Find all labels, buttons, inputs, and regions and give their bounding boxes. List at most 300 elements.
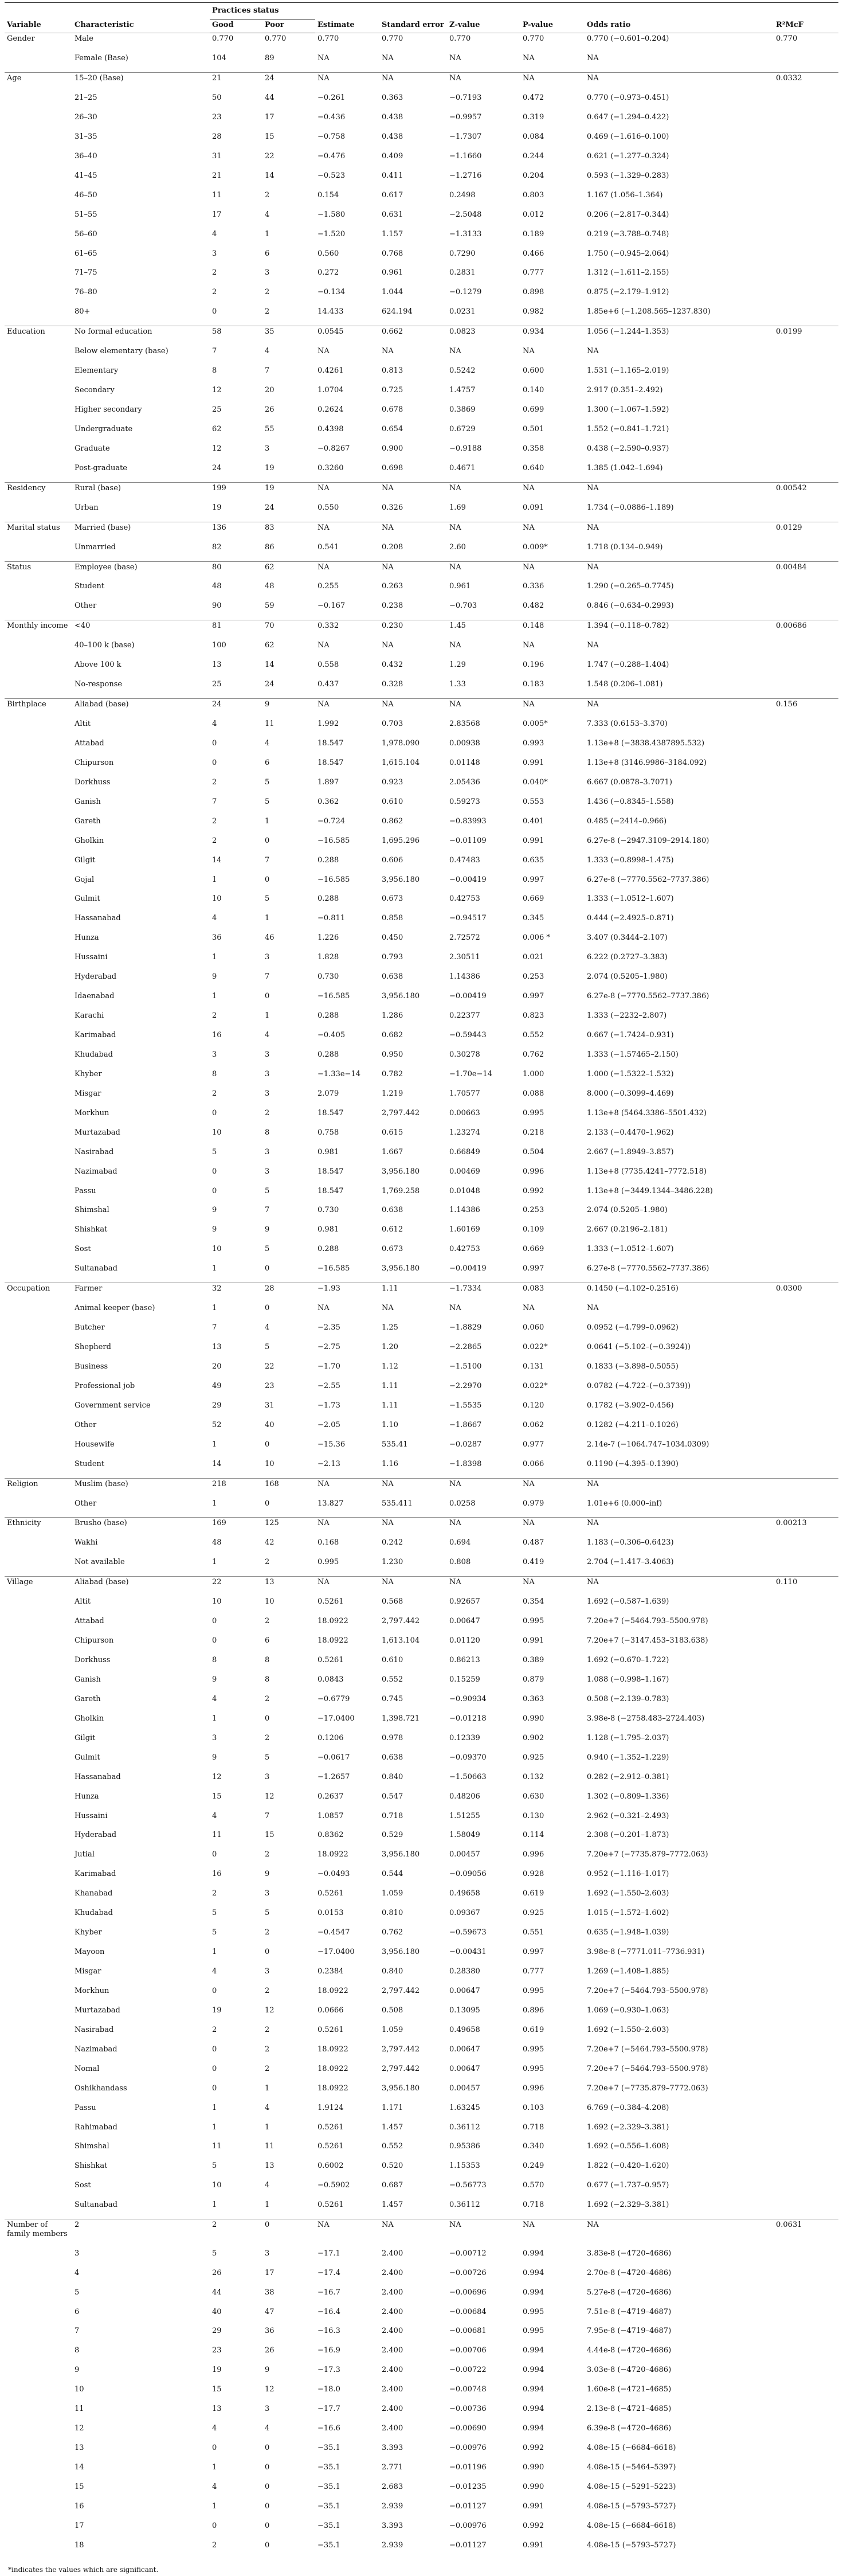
cell-good: 4: [212, 1811, 217, 1820]
cell-p-value: 0.896: [523, 2006, 544, 2015]
cell-p-value: 0.148: [520, 620, 585, 640]
cell-r2: [774, 757, 838, 777]
cell-poor: 5: [265, 1343, 270, 1351]
cell-poor: 19: [265, 463, 275, 472]
table-row: [5, 1069, 838, 1088]
cell-poor: 83: [262, 522, 315, 541]
cell-estimate: −0.4547: [317, 1928, 350, 1937]
cell-characteristic: Hunza: [75, 1792, 99, 1801]
cell-characteristic: Higher secondary: [75, 405, 142, 414]
table-row: [5, 92, 838, 112]
cell-z-value: 0.808: [449, 1558, 471, 1567]
cell-r2: [774, 2044, 838, 2063]
cell-p-value: 0.009*: [523, 542, 548, 552]
cell-r2: 0.0129: [774, 522, 838, 541]
cell-characteristic: 2: [72, 2219, 210, 2248]
cell-p-value: 0.140: [523, 386, 544, 395]
cell-r2: [774, 1400, 838, 1420]
cell-p-value: 0.482: [523, 601, 544, 611]
cell-standard-error: 0.687: [382, 2181, 403, 2190]
cell-z-value: −0.00976: [449, 2444, 487, 2453]
cell-poor: 0: [265, 1714, 270, 1723]
cell-p-value: 0.635: [523, 855, 544, 865]
cell-p-value: 0.902: [523, 1733, 544, 1742]
cell-good: 0: [212, 738, 217, 748]
cell-standard-error: 0.725: [382, 386, 403, 395]
cell-poor: 1: [265, 2200, 270, 2210]
cell-good: 19: [212, 503, 222, 512]
cell-z-value: 0.01148: [449, 758, 480, 767]
cell-p-value: 0.996: [523, 1167, 544, 1176]
cell-good: 81: [210, 620, 262, 640]
cell-standard-error: 0.770: [379, 33, 447, 53]
table-row: [5, 1557, 838, 1576]
cell-good: 2: [212, 836, 217, 845]
cell-estimate: 0.2637: [317, 1792, 344, 1801]
cell-poor: 2: [265, 1733, 270, 1742]
table-row: [5, 287, 838, 306]
cell-characteristic: 18: [75, 2540, 84, 2550]
cell-estimate: −0.523: [317, 171, 346, 180]
cell-r2: [774, 404, 838, 424]
cell-standard-error: 0.520: [382, 2161, 403, 2171]
table-row: [5, 600, 838, 620]
cell-variable: [5, 346, 72, 365]
cell-standard-error: 0.793: [382, 953, 403, 962]
cell-z-value: −1.1660: [449, 151, 482, 161]
cell-p-value: 0.995: [523, 2064, 544, 2073]
cell-characteristic: Karimabad: [75, 1031, 116, 1039]
cell-z-value: −1.8667: [449, 1420, 482, 1429]
cell-characteristic: 6: [75, 2307, 80, 2316]
cell-r2: [774, 1030, 838, 1049]
cell-odds-ratio: 1.333 (−1.0512–1.607): [587, 894, 674, 904]
cell-variable: [5, 913, 72, 932]
cell-variable: [5, 659, 72, 679]
cell-variable: [5, 777, 72, 796]
cell-poor: 12: [265, 2006, 275, 2015]
cell-odds-ratio: 1.85e+6 (−1.208.565–1237.830): [587, 307, 711, 316]
cell-p-value: 0.553: [523, 797, 544, 806]
cell-standard-error: NA: [382, 1304, 394, 1313]
cell-variable: [5, 1596, 72, 1616]
cell-r2: [774, 1966, 838, 1985]
cell-poor: 12: [265, 2385, 275, 2394]
cell-good: 1: [212, 1264, 217, 1273]
cell-odds-ratio: 4.08e-15 (−5464–5397): [587, 2463, 676, 2472]
cell-r2: [774, 424, 838, 443]
cell-poor: 0: [265, 875, 270, 884]
cell-variable: [5, 1985, 72, 2005]
cell-characteristic: Nazimabad: [75, 1167, 117, 1176]
cell-poor: 44: [265, 93, 275, 102]
cell-variable: [5, 971, 72, 991]
header-standard-error: Standard error: [379, 3, 447, 33]
cell-p-value: 0.997: [523, 1264, 544, 1273]
cell-z-value: −0.00976: [449, 2521, 487, 2530]
cell-estimate: 0.730: [317, 1206, 339, 1215]
cell-z-value: −0.00419: [449, 1264, 487, 1273]
cell-estimate: NA: [315, 2219, 379, 2248]
table-row: [5, 267, 838, 287]
cell-p-value: 0.600: [523, 366, 544, 376]
cell-standard-error: 535.411: [382, 1499, 413, 1508]
cell-p-value: 0.022*: [523, 1381, 548, 1390]
cell-good: 2: [210, 2219, 262, 2248]
table-row: [5, 1927, 838, 1946]
cell-r2: 0.110: [774, 1577, 838, 1596]
header-variable: Variable: [5, 3, 72, 33]
cell-r2: [774, 170, 838, 190]
cell-variable: [5, 385, 72, 404]
cell-p-value: 0.669: [523, 894, 544, 904]
cell-good: 17: [212, 210, 222, 219]
cell-variable: Education: [5, 326, 72, 346]
cell-poor: 3: [265, 1967, 270, 1976]
cell-z-value: 1.51255: [449, 1811, 480, 1820]
cell-estimate: −0.0493: [317, 1870, 350, 1879]
cell-standard-error: 0.950: [382, 1050, 403, 1059]
cell-characteristic: Student: [75, 1459, 105, 1468]
cell-good: 1: [212, 2122, 217, 2132]
cell-poor: 2: [265, 1558, 270, 1567]
cell-standard-error: 0.762: [382, 1928, 403, 1937]
cell-odds-ratio: 1.015 (−1.572–1.602): [587, 1909, 669, 1918]
cell-good: 1: [212, 1948, 217, 1957]
cell-characteristic: 61–65: [75, 249, 97, 258]
table-row: [5, 1224, 838, 1244]
cell-poor: 3: [265, 268, 270, 277]
cell-estimate: NA: [317, 347, 330, 356]
cell-estimate: 0.5261: [317, 2025, 344, 2034]
cell-p-value: NA: [520, 1518, 585, 1537]
table-row: [5, 1030, 838, 1049]
cell-variable: [5, 874, 72, 894]
cell-poor: 23: [265, 1381, 275, 1390]
cell-r2: [774, 2248, 838, 2268]
cell-r2: [774, 2423, 838, 2442]
cell-odds-ratio: 2.917 (0.351–2.492): [587, 386, 663, 395]
table-row: [5, 229, 838, 248]
cell-r2: 0.0332: [774, 73, 838, 92]
cell-z-value: −0.00419: [449, 875, 487, 884]
cell-z-value: 1.70577: [449, 1089, 480, 1098]
cell-standard-error: 0.678: [382, 405, 403, 414]
cell-good: 1: [212, 1714, 217, 1723]
cell-characteristic: 40–100 k (base): [75, 641, 135, 650]
table-row: [5, 482, 838, 502]
table-row: [5, 640, 838, 659]
cell-estimate: −15.36: [317, 1440, 346, 1449]
cell-variable: [5, 2044, 72, 2063]
cell-p-value: 0.218: [523, 1128, 544, 1137]
cell-p-value: 0.994: [523, 2268, 544, 2277]
cell-z-value: −0.01235: [449, 2482, 487, 2491]
cell-standard-error: 0.208: [382, 542, 403, 552]
cell-poor: 5: [265, 797, 270, 806]
cell-variable: [5, 1088, 72, 1108]
cell-odds-ratio: 1.548 (0.206–1.081): [587, 680, 663, 689]
cell-r2: [774, 2442, 838, 2462]
cell-characteristic: Housewife: [75, 1440, 115, 1449]
cell-estimate: 0.8362: [317, 1831, 344, 1840]
cell-z-value: −0.09056: [449, 1870, 487, 1879]
cell-z-value: 1.15353: [449, 2161, 480, 2171]
cell-poor: 4: [265, 347, 270, 356]
cell-variable: [5, 1557, 72, 1576]
cell-characteristic: Khudabad: [75, 1050, 113, 1059]
cell-poor: 2: [265, 1694, 270, 1703]
cell-good: 2: [212, 777, 217, 787]
cell-poor: 2: [265, 307, 270, 316]
cell-r2: [774, 1147, 838, 1166]
cell-good: 1: [212, 2200, 217, 2210]
cell-z-value: −0.00712: [449, 2249, 487, 2258]
cell-odds-ratio: 1.312 (−1.611–2.155): [587, 268, 669, 277]
cell-estimate: 18.547: [317, 738, 344, 748]
cell-odds-ratio: 3.98e-8 (−7771.011–7736.931): [587, 1948, 705, 1957]
cell-p-value: 0.619: [523, 2025, 544, 2034]
cell-odds-ratio: 1.13e+8 (−3449.1344–3486.228): [587, 1186, 713, 1195]
cell-good: 32: [210, 1283, 262, 1303]
cell-characteristic: 41–45: [75, 171, 97, 180]
cell-odds-ratio: 1.718 (0.134–0.949): [587, 542, 663, 552]
cell-standard-error: 2.400: [382, 2249, 403, 2258]
cell-poor: 8: [265, 1128, 270, 1137]
cell-z-value: 0.2498: [449, 190, 476, 200]
cell-p-value: 0.253: [523, 1206, 544, 1215]
cell-poor: 3: [265, 2405, 270, 2414]
header-p-value: P-value: [520, 3, 585, 33]
cell-variable: [5, 112, 72, 131]
cell-p-value: 0.244: [523, 151, 544, 161]
cell-p-value: 0.997: [523, 1948, 544, 1957]
cell-r2: [774, 738, 838, 757]
cell-p-value: 0.994: [523, 2424, 544, 2433]
cell-characteristic: 31–35: [75, 132, 97, 141]
cell-good: 0: [212, 1850, 217, 1859]
cell-z-value: −0.9957: [449, 112, 482, 122]
cell-characteristic: Murtazabad: [75, 2006, 120, 2015]
cell-standard-error: NA: [379, 522, 447, 541]
cell-odds-ratio: 1.269 (−1.408–1.885): [587, 1967, 669, 1976]
cell-odds-ratio: 1.734 (−0.0886–1.189): [587, 503, 674, 512]
table-row: [5, 2083, 838, 2102]
cell-estimate: 18.0922: [317, 2084, 348, 2093]
cell-good: 0: [212, 2444, 217, 2453]
cell-r2: [774, 2122, 838, 2141]
cell-characteristic: Muslim (base): [72, 1478, 210, 1498]
cell-characteristic: Below elementary (base): [75, 347, 168, 356]
cell-p-value: NA: [520, 1478, 585, 1498]
cell-poor: 62: [262, 561, 315, 581]
cell-r2: [774, 1907, 838, 1927]
cell-estimate: −1.2657: [317, 1772, 350, 1781]
cell-r2: 0.0199: [774, 326, 838, 346]
cell-characteristic: Gholkin: [75, 836, 104, 845]
cell-estimate: 18.0922: [317, 1850, 348, 1859]
cell-good: 218: [210, 1478, 262, 1498]
cell-characteristic: Aliabad (base): [72, 1577, 210, 1596]
cell-z-value: −0.01196: [449, 2463, 487, 2472]
table-row: [5, 2102, 838, 2122]
cell-z-value: 1.23274: [449, 1128, 480, 1137]
cell-variable: Occupation: [5, 1283, 72, 1303]
cell-z-value: 1.58049: [449, 1831, 480, 1840]
cell-odds-ratio: 0.593 (−1.329–0.283): [587, 171, 669, 180]
cell-p-value: 0.504: [523, 1147, 544, 1156]
cell-good: 8: [212, 366, 217, 376]
cell-poor: 0: [265, 2482, 270, 2491]
cell-estimate: 0.560: [317, 249, 339, 258]
table-row: [5, 1166, 838, 1186]
cell-standard-error: 3,956.180: [382, 1264, 420, 1273]
cell-variable: [5, 1030, 72, 1049]
cell-good: 136: [210, 522, 262, 541]
cell-poor: 14: [265, 660, 275, 670]
cell-z-value: −1.8829: [449, 1323, 482, 1332]
table-row: [5, 1049, 838, 1069]
cell-odds-ratio: 1.692 (−0.670–1.722): [587, 1656, 669, 1664]
cell-z-value: −1.2716: [449, 171, 482, 180]
cell-poor: 20: [265, 386, 275, 395]
cell-good: 10: [212, 2181, 222, 2190]
cell-poor: 1: [265, 2084, 270, 2093]
cell-r2: [774, 190, 838, 209]
cell-z-value: −0.01109: [449, 836, 487, 845]
table-row: [5, 2268, 838, 2287]
table-row: [5, 385, 838, 404]
cell-estimate: −2.05: [317, 1420, 340, 1429]
cell-variable: [5, 1713, 72, 1733]
cell-r2: [774, 1635, 838, 1655]
cell-standard-error: 0.432: [382, 660, 403, 670]
cell-variable: [5, 1927, 72, 1946]
cell-estimate: 2.079: [317, 1089, 339, 1098]
cell-p-value: 0.669: [523, 1245, 544, 1254]
cell-standard-error: 1.171: [382, 2103, 403, 2112]
cell-standard-error: 0.438: [382, 112, 403, 122]
cell-estimate: NA: [315, 1577, 379, 1596]
cell-z-value: −0.703: [449, 601, 477, 611]
cell-estimate: −0.436: [317, 112, 346, 122]
cell-variable: [5, 1869, 72, 1888]
cell-odds-ratio: 0.469 (−1.616–0.100): [587, 132, 669, 141]
cell-poor: 1: [265, 816, 270, 826]
cell-good: 9: [212, 1206, 217, 1215]
cell-p-value: 0.354: [523, 1597, 544, 1606]
cell-z-value: −0.83993: [449, 816, 487, 826]
cell-poor: 3: [265, 444, 270, 453]
cell-p-value: 0.994: [523, 2385, 544, 2394]
cell-variable: [5, 2384, 72, 2403]
cell-p-value: 0.040*: [523, 777, 548, 787]
cell-variable: [5, 893, 72, 913]
cell-variable: [5, 190, 72, 209]
cell-poor: 13: [262, 1577, 315, 1596]
cell-estimate: −16.4: [317, 2307, 340, 2316]
cell-variable: [5, 2122, 72, 2141]
cell-characteristic: <40: [72, 620, 210, 640]
cell-r2: [774, 991, 838, 1010]
cell-standard-error: 1.219: [382, 1089, 403, 1098]
cell-characteristic: Elementary: [75, 366, 119, 376]
cell-good: 100: [212, 641, 226, 650]
cell-poor: 2: [265, 2064, 270, 2073]
cell-odds-ratio: 6.39e-8 (−4720–4686): [587, 2424, 672, 2433]
table-row: [5, 1244, 838, 1263]
cell-estimate: −0.758: [317, 132, 346, 141]
cell-characteristic: 14: [75, 2463, 84, 2472]
cell-r2: [774, 1322, 838, 1342]
cell-standard-error: 1.059: [382, 2025, 403, 2034]
cell-odds-ratio: 1.000 (−1.5322–1.532): [587, 1069, 674, 1078]
cell-odds-ratio: 7.20e+7 (−5464.793–5500.978): [587, 1617, 708, 1626]
cell-variable: [5, 1381, 72, 1400]
cell-z-value: 0.36112: [449, 2200, 480, 2210]
cell-z-value: 0.92657: [449, 1597, 480, 1606]
cell-estimate: −0.0617: [317, 1753, 350, 1762]
cell-r2: [774, 1849, 838, 1869]
cell-poor: 3: [265, 1167, 270, 1176]
cell-standard-error: NA: [382, 641, 394, 650]
table-row: [5, 1713, 838, 1733]
cell-characteristic: Morkhun: [75, 1986, 109, 1995]
cell-good: 3: [212, 1050, 217, 1059]
cell-characteristic: Above 100 k: [75, 660, 121, 670]
cell-p-value: 0.991: [523, 758, 544, 767]
cell-z-value: 0.59273: [449, 797, 480, 806]
cell-estimate: 0.0153: [317, 1909, 344, 1918]
cell-standard-error: 3,956.180: [382, 1948, 420, 1957]
cell-poor: 24: [262, 73, 315, 92]
cell-standard-error: 0.682: [382, 1031, 403, 1039]
cell-variable: [5, 2325, 72, 2345]
cell-p-value: 0.130: [523, 1811, 544, 1820]
cell-poor: 86: [265, 542, 275, 552]
cell-z-value: NA: [449, 1304, 461, 1313]
cell-good: 11: [212, 1831, 222, 1840]
cell-good: 1: [212, 992, 217, 1001]
cell-characteristic: 26–30: [75, 112, 97, 122]
cell-p-value: 0.934: [520, 326, 585, 346]
cell-poor: 2: [265, 288, 270, 297]
cell-p-value: 0.979: [523, 1499, 544, 1508]
cell-odds-ratio: NA: [585, 1518, 774, 1537]
table-row: [5, 2160, 838, 2180]
cell-p-value: 0.928: [523, 1870, 544, 1879]
cell-estimate: NA: [317, 1304, 330, 1313]
cell-estimate: 0.0666: [317, 2006, 344, 2015]
header-estimate: Estimate: [315, 3, 379, 33]
cell-standard-error: NA: [379, 482, 447, 502]
cell-standard-error: 3,956.180: [382, 1167, 420, 1176]
table-row: [5, 855, 838, 874]
cell-z-value: 0.36112: [449, 2122, 480, 2132]
table-row: [5, 1439, 838, 1459]
cell-good: 7: [212, 797, 217, 806]
cell-p-value: 0.109: [523, 1225, 544, 1234]
cell-odds-ratio: 0.444 (−2.4925–0.871): [587, 914, 674, 923]
cell-p-value: 0.131: [523, 1362, 544, 1371]
table-row: [5, 2384, 838, 2403]
table-row: [5, 561, 838, 581]
cell-p-value: 0.718: [523, 2122, 544, 2132]
cell-poor: 1: [265, 1011, 270, 1021]
table-row: [5, 1907, 838, 1927]
cell-estimate: 0.154: [317, 190, 339, 200]
cell-standard-error: 2.400: [382, 2346, 403, 2355]
